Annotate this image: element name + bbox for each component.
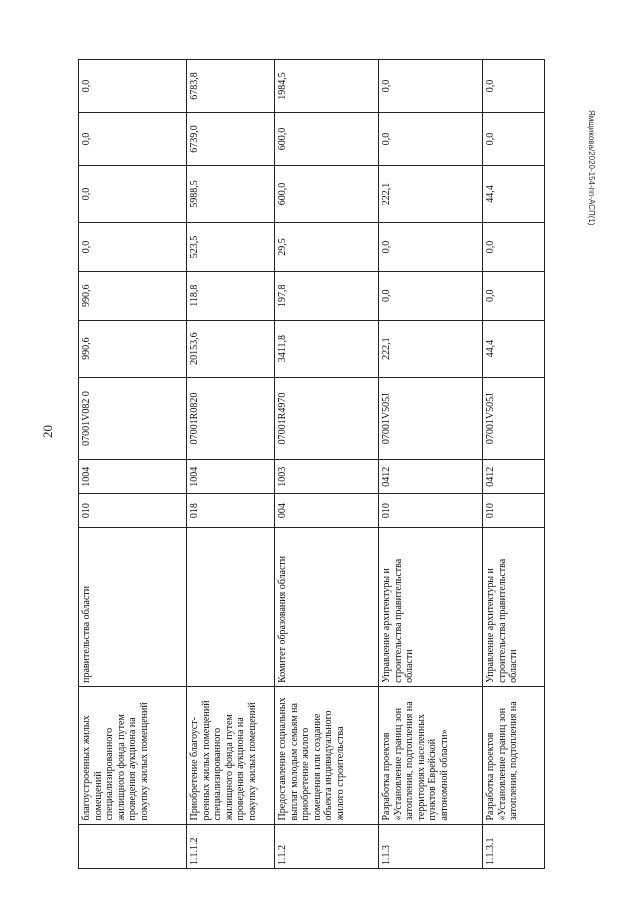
- budget-table: [78, 59, 545, 869]
- cell-section: 1004: [79, 460, 187, 494]
- cell-total: 222,1: [379, 320, 483, 377]
- cell-target: 07001R0820: [187, 377, 275, 460]
- cell-y5: 0,0: [79, 60, 187, 113]
- cell-y2: 523,5: [187, 223, 275, 272]
- cell-grbs: 018: [187, 494, 275, 528]
- table-row: [379, 60, 483, 869]
- cell-executor: Комитет образования области: [275, 528, 379, 687]
- cell-y1: 118,8: [187, 271, 275, 320]
- cell-grbs: 004: [275, 494, 379, 528]
- table-row: [275, 60, 379, 869]
- cell-y5: 6783,8: [187, 60, 275, 113]
- cell-y1: 990,6: [79, 271, 187, 320]
- cell-y2: 29,5: [275, 223, 379, 272]
- cell-section: 1003: [275, 460, 379, 494]
- cell-grbs: 010: [379, 494, 483, 528]
- cell-measure: Разработка проектов «Установление границ зон затопления, подтопления на: [483, 686, 545, 824]
- cell-measure: Приобретение благоуст-роенных жилых помещений специализированного жилищного фонда путем проведения аукциона на покупку жилых помещений: [187, 686, 275, 824]
- cell-y5: 1984,5: [275, 60, 379, 113]
- cell-y2: 0,0: [79, 223, 187, 272]
- cell-code: [79, 824, 187, 868]
- cell-y5: 0,0: [379, 60, 483, 113]
- cell-y4: 600,0: [275, 113, 379, 166]
- cell-y2: 0,0: [379, 223, 483, 272]
- cell-total: 990,6: [79, 320, 187, 377]
- cell-y4: 6739,0: [187, 113, 275, 166]
- page-number: 20: [40, 425, 55, 438]
- cell-y3: 600,0: [275, 165, 379, 222]
- cell-y1: 0,0: [483, 271, 545, 320]
- cell-section: 0412: [379, 460, 483, 494]
- cell-total: 44,4: [483, 320, 545, 377]
- cell-y3: 222,1: [379, 165, 483, 222]
- cell-executor: [187, 528, 275, 687]
- cell-measure: Разработка проектов «Установление границ зон затопления, подтопления на территориях населенных пунктов Еврейской автономной области»: [379, 686, 483, 824]
- cell-executor: правительства области: [79, 528, 187, 687]
- cell-total: 20153,6: [187, 320, 275, 377]
- cell-y2: 0,0: [483, 223, 545, 272]
- cell-y1: 0,0: [379, 271, 483, 320]
- footer-text: Ямщикова/2020-154-пп-АСП(1): [587, 110, 596, 226]
- cell-section: 0412: [483, 460, 545, 494]
- cell-grbs: 010: [79, 494, 187, 528]
- cell-y3: 44,4: [483, 165, 545, 222]
- cell-y5: 0,0: [483, 60, 545, 113]
- cell-y3: 5988,5: [187, 165, 275, 222]
- cell-y4: 0,0: [379, 113, 483, 166]
- rotated-table-block: [78, 59, 545, 869]
- cell-code: 1.1.3: [379, 824, 483, 868]
- table-row: [187, 60, 275, 869]
- table-row: [79, 60, 187, 869]
- cell-measure: благоустроенных жилых помещений специализированного жилищного фонда путем проведения аукциона на покупку жилых помещений: [79, 686, 187, 824]
- cell-grbs: 010: [483, 494, 545, 528]
- table-row: [483, 60, 545, 869]
- cell-code: 1.1.3.1: [483, 824, 545, 868]
- cell-y3: 0,0: [79, 165, 187, 222]
- cell-y4: 0,0: [483, 113, 545, 166]
- cell-executor: Управление архитектуры и строительства правительства области: [379, 528, 483, 687]
- cell-executor: Управление архитектуры и строительства правительства области: [483, 528, 545, 687]
- cell-measure: Предоставление социальных выплат молодым семьям на приобретение жилого помещения или создание объекта индивидуального жилого строительства: [275, 686, 379, 824]
- cell-total: 3411,8: [275, 320, 379, 377]
- cell-y1: 197,8: [275, 271, 379, 320]
- cell-target: 07001V082 0: [79, 377, 187, 460]
- cell-section: 1004: [187, 460, 275, 494]
- cell-target: 07001V505J: [379, 377, 483, 460]
- cell-target: 07001V505J: [483, 377, 545, 460]
- cell-code: 1.1.1.2: [187, 824, 275, 868]
- cell-target: 07001R4970: [275, 377, 379, 460]
- cell-code: 1.1.2: [275, 824, 379, 868]
- cell-y4: 0,0: [79, 113, 187, 166]
